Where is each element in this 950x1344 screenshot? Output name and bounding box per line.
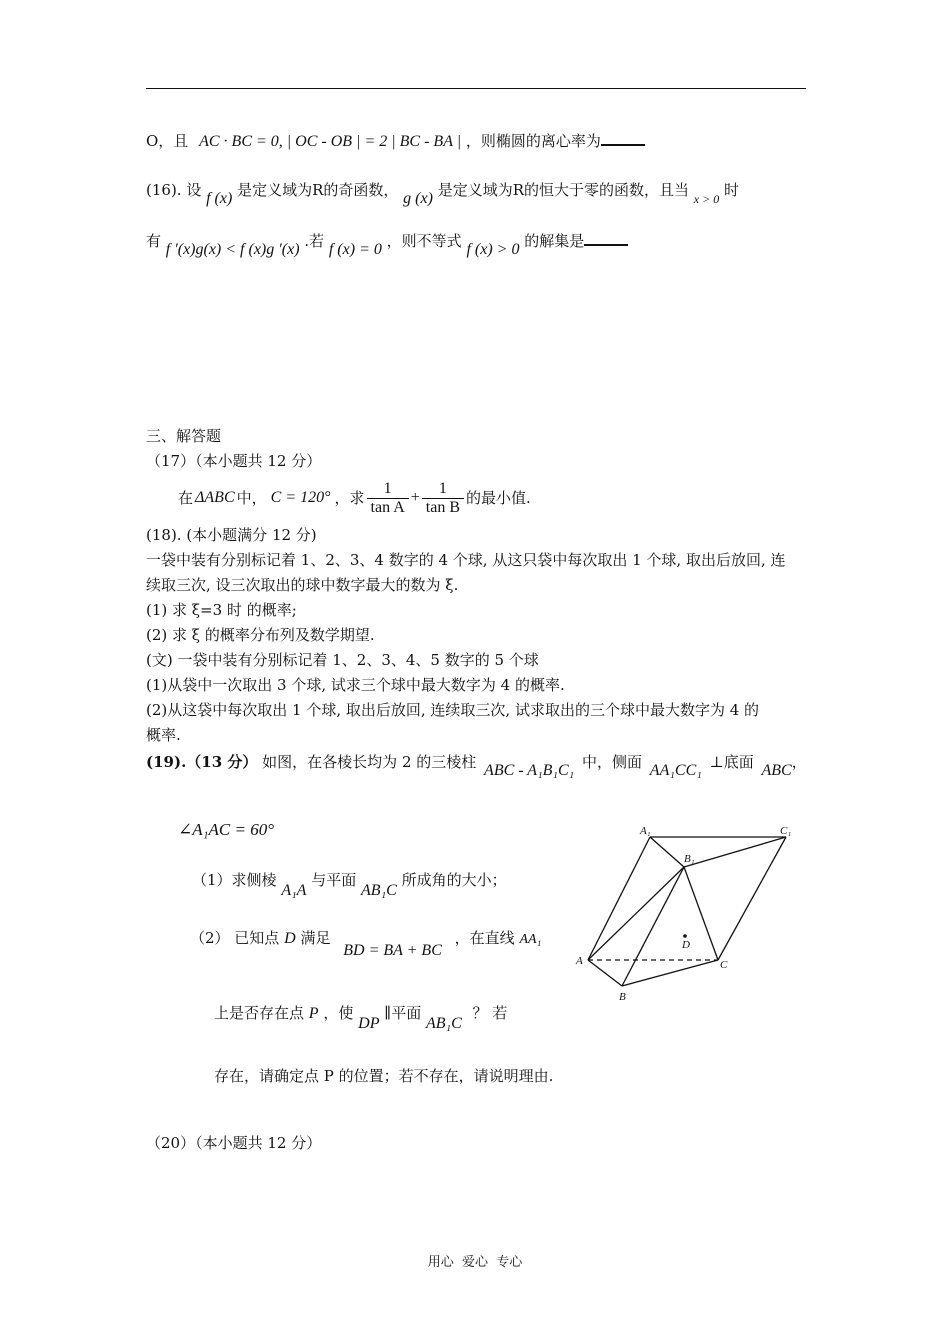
q17-text-4: 的最小值. — [466, 489, 531, 507]
q19-prism: ABC - A₁B₁C₁ — [484, 762, 575, 779]
q19-p1-plane: AB₁C — [361, 882, 397, 899]
edge-B1-C1 — [684, 837, 786, 867]
q16-line-2 — [146, 230, 628, 258]
q16-text-5: .若 — [304, 232, 325, 250]
q19-p3-plane: AB₁C — [425, 1015, 462, 1032]
edge-A1-B1 — [650, 837, 684, 867]
q18-line-2: 续取三次, 设三次取出的球中数字最大的数为 ξ. — [146, 576, 459, 594]
q19-p1-label: （1）求侧棱 — [192, 871, 277, 889]
label-A1: A₁ — [640, 825, 651, 837]
q17-text-2: 中， — [236, 489, 267, 507]
q16-positive: f (x) > 0 — [466, 241, 520, 258]
q17-text-1: 在 — [178, 489, 194, 507]
q19-part-1 — [192, 870, 507, 899]
q19-p1-end: 所成角的大小； — [401, 871, 507, 889]
q17-fraction-1 — [367, 480, 409, 517]
header-rule — [146, 88, 806, 89]
q19-angle: ∠A₁AC = 60° — [178, 820, 275, 839]
q17-text-3: ，求 — [334, 489, 365, 507]
q17-fraction-2 — [422, 480, 464, 517]
edge-C1-C — [718, 837, 786, 960]
page-footer: 用心 爱心 专心 — [427, 1255, 523, 1270]
answer-blank — [601, 130, 645, 146]
q19-p2-text: 满足 — [300, 929, 331, 947]
q17-body — [178, 476, 531, 520]
q16-text-3: 时 — [724, 181, 740, 199]
q19-comma: ， — [791, 753, 807, 771]
q15-formula: AC · BC = 0, | OC - OB | = 2 | BC - BA | — [199, 133, 462, 150]
label-C1: C₁ — [780, 825, 792, 837]
q19-p2-line: AA₁ — [519, 932, 542, 947]
q19-part-2-end: 存在，请确定点 P 的位置；若不存在，请说明理由. — [214, 1067, 554, 1085]
label-A: A — [576, 955, 583, 967]
q18-line-5: (文) 一袋中装有分别标记着 1、2、3、4、5 数字的 5 个球 — [146, 651, 539, 669]
q16-condition: x > 0 — [693, 192, 720, 206]
q16-text-2: 是定义域为R的恒大于零的函数，且当 — [437, 181, 690, 199]
q19-p3-text-2: ，使 — [323, 1004, 354, 1022]
q19-p1-text: 与平面 — [311, 871, 357, 889]
q16-fx: f (x) — [206, 190, 233, 207]
q20-label: （20）（本小题共 12 分） — [146, 1134, 322, 1152]
q18-line-4: (2) 求 ξ 的概率分布列及数学期望. — [146, 626, 375, 644]
q19-p2-text-2: ，在直线 — [454, 929, 515, 947]
q19-p2-eq: BD = BA + BC — [343, 942, 442, 959]
q17-angle: C = 120° — [270, 489, 331, 506]
q19-p3-P: P — [308, 1005, 319, 1022]
q16-text-7: 的解集是 — [524, 232, 585, 250]
edge-A-B1 — [588, 867, 684, 960]
label-D: D — [682, 939, 690, 951]
q19-p3-DP: DP — [358, 1015, 380, 1032]
q16-line-1 — [146, 180, 740, 207]
section-heading: 三、解答题 — [146, 427, 222, 445]
q19-p2-label: （2） 已知点 — [190, 929, 280, 947]
q17-triangle: ΔABC — [195, 489, 235, 506]
q15-tail-line — [146, 130, 645, 152]
point-D — [683, 934, 687, 938]
label-B: B — [619, 991, 626, 1003]
q19-text-3: ⊥底面 — [709, 753, 754, 771]
prism-figure — [572, 822, 804, 1008]
q16-label: (16). 设 — [146, 181, 202, 199]
q17-label: （17）（本小题共 12 分） — [146, 452, 322, 470]
q16-text-4: 有 — [146, 232, 162, 250]
q19-p2-D: D — [284, 930, 296, 947]
q19-part-2-cont — [214, 1003, 508, 1032]
q18-line-8: 概率. — [146, 726, 181, 744]
q17-frac2-den: tan B — [422, 498, 464, 517]
q17-frac2-num: 1 — [438, 479, 447, 497]
q15-suffix: ，则椭圆的离心率为 — [465, 132, 601, 150]
q19-p1-edge: A₁A — [281, 882, 307, 899]
q18-label: (18). (本小题满分 12 分) — [146, 526, 317, 544]
q18-line-3: (1) 求 ξ=3 时 的概率; — [146, 601, 297, 619]
q19-text-2: 中，侧面 — [582, 753, 643, 771]
edge-A-B — [588, 960, 622, 986]
q17-frac1-den: tan A — [367, 498, 409, 517]
q16-zero: f (x) = 0 — [328, 241, 382, 258]
q19-part-2 — [190, 928, 542, 959]
q17-frac1-num: 1 — [383, 479, 392, 497]
q18-line-6: (1)从袋中一次取出 3 个球, 试求三个球中最大数字为 4 的概率. — [146, 676, 565, 694]
q16-gx: g (x) — [403, 190, 433, 207]
q15-prefix: O，且 — [146, 132, 189, 150]
q16-text-6: ，则不等式 — [386, 232, 462, 250]
edge-B1-B — [622, 867, 684, 986]
edge-B-C — [622, 960, 718, 986]
q18-line-7: (2)从这袋中每次取出 1 个球, 取出后放回, 连续取三次, 试求取出的三个球中最大数字为 4 的 — [146, 701, 760, 719]
q19-text-1: 如图，在各棱长均为 2 的三棱柱 — [262, 753, 477, 771]
q19-base: ABC — [761, 762, 792, 779]
q17-plus: + — [410, 489, 420, 506]
q16-inequality: f ′(x)g(x) < f (x)g ′(x) — [165, 241, 300, 258]
edge-A1-A — [588, 837, 650, 960]
answer-blank — [584, 230, 628, 246]
label-C: C — [720, 959, 728, 971]
q19-p3-text-3: ∥平面 — [384, 1004, 422, 1022]
label-B1: B₁ — [684, 853, 695, 865]
q19-label: (19).（13 分） — [146, 753, 258, 771]
q18-line-1: 一袋中装有分别标记着 1、2、3、4 数字的 4 个球, 从这只袋中每次取出 1 个球, 取出后放回, 连 — [146, 551, 786, 569]
q19-line-1 — [146, 752, 807, 779]
q16-text-1: 是定义域为R的奇函数， — [237, 181, 399, 199]
q19-p3-question: ？ 若 — [472, 1004, 508, 1022]
q19-face: AA₁CC₁ — [649, 762, 702, 779]
q19-p3-text-1: 上是否存在点 — [214, 1004, 305, 1022]
